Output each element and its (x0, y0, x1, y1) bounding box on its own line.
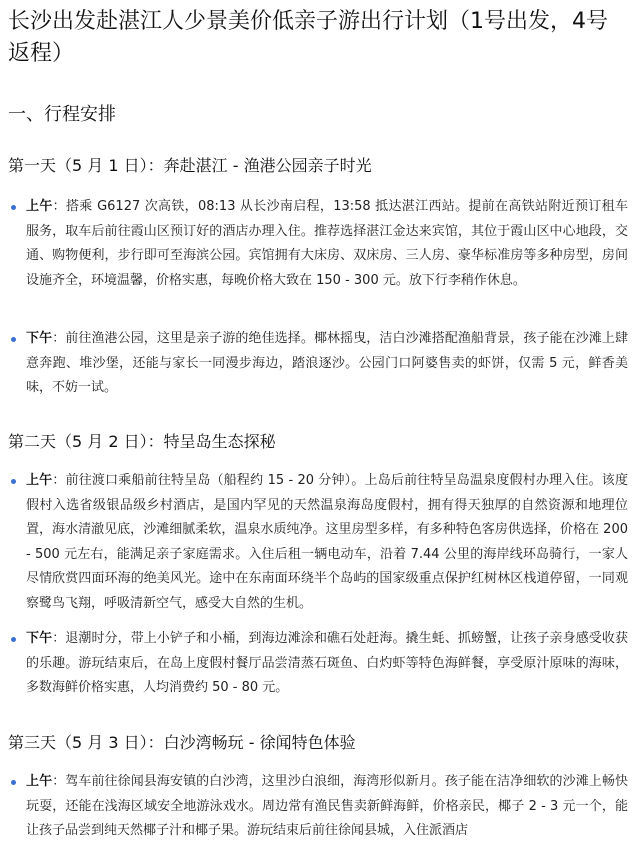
list-item (8, 627, 628, 701)
item-label: 下午 (26, 331, 53, 346)
list-item-text (26, 627, 628, 701)
bullet-icon (11, 637, 16, 642)
list-item (8, 195, 628, 293)
page-title: 长沙出发赴湛江人少景美价低亲子游出行计划（1号出发，4号返程） (8, 9, 608, 66)
list-item-text (26, 195, 628, 293)
item-label: 上午 (26, 774, 53, 789)
day-heading-1: 第一天（5 月 1 日）：奔赴湛江 - 渔港公园亲子时光 (8, 156, 372, 175)
list-item (8, 770, 628, 844)
day-heading-2: 第二天（5 月 2 日）：特呈岛生态探秘 (8, 432, 276, 451)
section-heading: 一、行程安排 (8, 104, 116, 125)
item-body: ：搭乘 G6127 次高铁，08:13 从长沙南启程，13:58 抵达湛江西站。提前在高铁站附近预订租车服务，取车后前往霞山区预订好的酒店办理入住。推荐选择湛江金达来宾馆，其位于霞山区中心地段，交通、购物便利，步行即可至海滨公园。宾馆拥有大床房、双床房、三人房、豪华标准房等多种房型，房间设施齐全，环境温馨，价格实惠，每晚价格大致在 150 - 300 元。放下行李稍作休息。 (26, 199, 628, 288)
item-label: 下午 (26, 631, 53, 646)
bullet-icon (11, 479, 16, 484)
list-item-text (26, 770, 628, 844)
item-body: ：驾车前往徐闻县海安镇的白沙湾，这里沙白浪细，海湾形似新月。孩子能在洁净细软的沙滩上畅快玩耍，还能在浅海区域安全地游泳戏水。周边常有渔民售卖新鲜海鲜，价格亲民，椰子 2 - 3 元一个，能让孩子品尝到纯天然椰子汁和椰子果。游玩结束后前往徐闻县城，入住派酒店 (26, 774, 628, 838)
item-label: 上午 (26, 473, 53, 488)
list-item (8, 469, 628, 616)
item-label: 上午 (26, 199, 53, 214)
item-body: ：前往渔港公园，这里是亲子游的绝佳选择。椰林摇曳，洁白沙滩搭配渔船背景，孩子能在沙滩上肆意奔跑、堆沙堡，还能与家长一同漫步海边，踏浪逐沙。公园门口阿婆售卖的虾饼，仅需 5 元，鲜香美味，不妨一试。 (26, 331, 628, 395)
bullet-icon (11, 337, 16, 342)
bullet-icon (11, 780, 16, 785)
list-item (8, 327, 628, 401)
list-item-text (26, 469, 628, 616)
list-item-text (26, 327, 628, 401)
item-body: ：前往渡口乘船前往特呈岛（船程约 15 - 20 分钟）。上岛后前往特呈岛温泉度假村办理入住。该度假村入选省级银品级乡村酒店，是国内罕见的天然温泉海岛度假村，拥有得天独厚的自然资源和地理位置，海水清澈见底，沙滩细腻柔软，温泉水质纯净。这里房型多样，有多种特色客房供选择，价格在 200 - 500 元左右，能满足亲子家庭需求。入住后租一辆电动车，沿着 7.44 公里的海岸线环岛骑行，一家人尽情欣赏四面环海的绝美风光。途中在东南面环绕半个岛屿的国家级重点保护红树林区栈道停留，一同观察鹭鸟飞翔，呼吸清新空气，感受大自然的生机。 (26, 473, 628, 611)
bullet-icon (11, 205, 16, 210)
item-body: ：退潮时分，带上小铲子和小桶，到海边滩涂和礁石处赶海。撬生蚝、抓螃蟹，让孩子亲身感受收获的乐趣。游玩结束后，在岛上度假村餐厅品尝清蒸石斑鱼、白灼虾等特色海鲜餐，享受原汁原味的海味，多数海鲜价格实惠，人均消费约 50 - 80 元。 (26, 631, 628, 695)
day-heading-3: 第三天（5 月 3 日）：白沙湾畅玩 - 徐闻特色体验 (8, 733, 356, 752)
